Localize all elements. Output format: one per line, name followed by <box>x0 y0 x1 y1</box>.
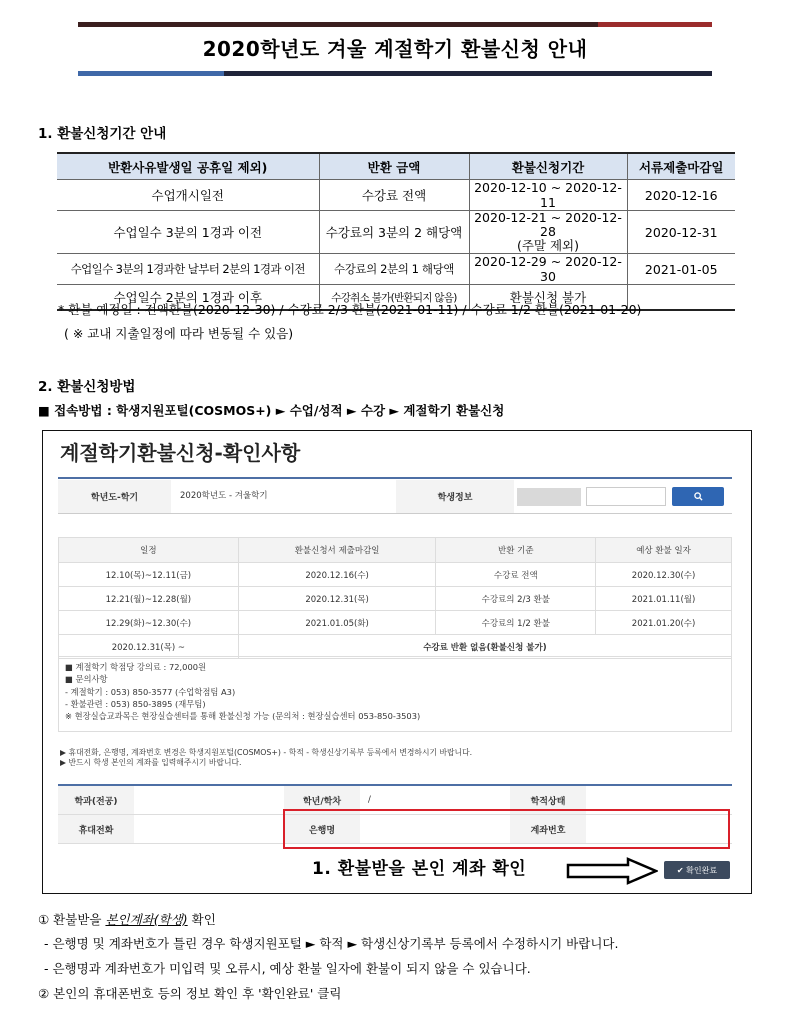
table-cell: 2021.01.11(월) <box>596 587 732 611</box>
table-cell: 2020.12.31(목) ~ <box>59 635 239 659</box>
screen-title: 계절학기환불신청-확인사항 <box>60 441 301 465</box>
account-highlight-box <box>283 809 730 849</box>
footer-line-2: - 은행명 및 계좌번호가 틀린 경우 학생지원포털 ► 학적 ► 학생신상기록부 등록에서 수정하시기 바랍니다. <box>44 936 619 951</box>
section2-heading: 2. 환불신청방법 <box>38 379 136 395</box>
column-header: 예상 환불 일자 <box>596 538 732 563</box>
table-row <box>57 211 735 254</box>
column-header: 반환사유발생일 공휴일 제외) <box>57 153 319 180</box>
table-row <box>59 611 732 635</box>
table-cell: 2020.12.16(수) <box>238 563 436 587</box>
table-row <box>59 587 732 611</box>
table-cell: 수업일수 2분의 1경과 이후 <box>57 285 319 311</box>
confirm-button[interactable]: ✔ 확인완료 <box>664 861 730 879</box>
grade-value: / <box>360 785 510 815</box>
table-cell: 환불신청 불가 <box>469 285 627 311</box>
column-header: 일정 <box>59 538 239 563</box>
table-cell: 2020-12-16 <box>627 180 735 211</box>
schedule-change-note: ( ※ 교내 지출일정에 따라 변동될 수 있음) <box>64 326 294 341</box>
table-cell: 2020-12-21 ~ 2020-12-28 (주말 제외) <box>469 211 627 254</box>
refund-date-note: * 환불 예정일 : 전액환불(2020-12-30) / 수강료 2/3 환불(2021-01-11) / 수강료 1/2 환불(2021-01-20) <box>58 302 642 317</box>
account-check-callout: 1. 환불받을 본인 계좌 확인 <box>312 859 527 879</box>
table-cell: 2020.12.30(수) <box>596 563 732 587</box>
note-line: ※ 현장실습교과목은 현장실습센터를 통해 환불신청 가능 (문의처 : 현장실습센터 053-850-3503) <box>65 711 421 722</box>
column-header: 환불신청서 제출마감일 <box>238 538 436 563</box>
table-header-row <box>57 153 735 180</box>
page-title: 2020학년도 겨울 계절학기 환불신청 안내 <box>202 37 588 61</box>
grade-label: 학년/학차 <box>284 785 360 815</box>
table-row <box>59 563 732 587</box>
warning-line: ▶ 휴대전화, 은행명, 계좌번호 변경은 학생지원포털(COSMOS+) - 학적 - 학생신상기록부 등록에서 변경하시기 바랍니다. <box>60 748 473 757</box>
footer-line-1-suffix: 확인 <box>187 912 216 927</box>
footer-line-4: ② 본인의 휴대폰번호 등의 정보 확인 후 '확인완료' 클릭 <box>38 986 342 1001</box>
table-cell: 12.10(목)~12.11(금) <box>59 563 239 587</box>
table-cell: 2021.01.05(화) <box>238 611 436 635</box>
table-cell: 수강료의 2/3 환불 <box>436 587 596 611</box>
note-line: - 환불관련 : 053) 850-3895 (재무팀) <box>65 698 206 709</box>
refund-period-table <box>57 152 735 311</box>
notes-box <box>58 656 732 732</box>
bank-label: 은행명 <box>284 815 360 844</box>
column-header: 환불신청기간 <box>469 153 627 180</box>
dept-value <box>134 785 284 815</box>
table-cell: 2020.12.31(목) <box>238 587 436 611</box>
table-cell: 수강취소 불가(반환되지 않음) <box>319 285 469 311</box>
year-label: 학년도-학기 <box>58 480 171 513</box>
account-label: 계좌번호 <box>510 815 586 844</box>
table-cell: 수업일수 3분의 1경과 이전 <box>57 211 319 254</box>
table-cell: 2021.01.20(수) <box>596 611 732 635</box>
search-button[interactable] <box>672 487 724 506</box>
table-cell: 수업개시일전 <box>57 180 319 211</box>
status-label: 학적상태 <box>510 785 586 815</box>
phone-label: 휴대전화 <box>58 815 134 844</box>
table-cell: 수강료의 3분의 2 해당액 <box>319 211 469 254</box>
table-cell: 수강료 전액 <box>436 563 596 587</box>
footer-line-3: - 은행명과 계좌번호가 미입력 및 오류시, 예상 환불 일자에 환불이 되지 않을 수 있습니다. <box>44 961 531 976</box>
section1-heading: 1. 환불신청기간 안내 <box>38 126 167 142</box>
footer-line-1-prefix: ① 환불받을 <box>38 912 106 927</box>
table-row <box>57 180 735 211</box>
warning-line: ▶ 반드시 학생 본인의 계좌를 입력해주시기 바랍니다. <box>60 757 242 767</box>
table-cell: 수업일수 3분의 1경과한 날부터 2분의 1경과 이전 <box>57 254 319 285</box>
schedule-table <box>58 537 732 659</box>
access-path: ■ 접속방법 : 학생지원포털(COSMOS+) ► 수업/성적 ► 수강 ► 계절학기 환불신청 <box>38 403 505 418</box>
phone-value[interactable] <box>134 815 284 844</box>
search-icon <box>694 492 703 501</box>
warning-notes <box>60 748 472 767</box>
table-cell: 12.21(월)~12.28(월) <box>59 587 239 611</box>
table-cell: 2020-12-29 ~ 2020-12-30 <box>469 254 627 285</box>
table-row <box>57 254 735 285</box>
note-line: ■ 계절학기 학점당 강의료 : 72,000원 <box>65 662 207 672</box>
table-cell: 수강료의 1/2 환불 <box>436 611 596 635</box>
title-divider <box>58 477 732 479</box>
header-bar-top <box>78 22 712 27</box>
term-info-row <box>58 480 732 514</box>
table-row <box>59 635 732 659</box>
note-line: ■ 문의사항 <box>65 674 108 685</box>
year-value: 2020학년도 - 겨울학기 <box>180 491 268 501</box>
column-header: 서류제출마감일 <box>627 153 735 180</box>
table-cell: 12.29(화)~12.30(수) <box>59 611 239 635</box>
student-name-field[interactable] <box>586 487 666 506</box>
student-id-field[interactable] <box>517 488 581 506</box>
column-header: 반환 금액 <box>319 153 469 180</box>
student-info-label: 학생정보 <box>396 480 514 513</box>
footer-line-1 <box>38 910 216 928</box>
table-cell <box>627 285 735 311</box>
note-line: - 계절학기 : 053) 850-3577 (수업학점팀 A3) <box>65 686 236 697</box>
footer-line-1-emphasis: 본인계좌(학생) <box>105 912 188 927</box>
table-cell: 2020-12-31 <box>627 211 735 254</box>
table-cell: 2020-12-10 ~ 2020-12-11 <box>469 180 627 211</box>
table-cell: 수강료 전액 <box>319 180 469 211</box>
dept-label: 학과(전공) <box>58 785 134 815</box>
table-cell: 수강료 반환 없음(환불신청 불가) <box>238 635 731 659</box>
column-header: 반환 기준 <box>436 538 596 563</box>
table-cell: 수강료의 2분의 1 해당액 <box>319 254 469 285</box>
header-bar-bottom <box>78 71 712 76</box>
arrow-right-icon <box>566 857 658 885</box>
table-cell: 2021-01-05 <box>627 254 735 285</box>
